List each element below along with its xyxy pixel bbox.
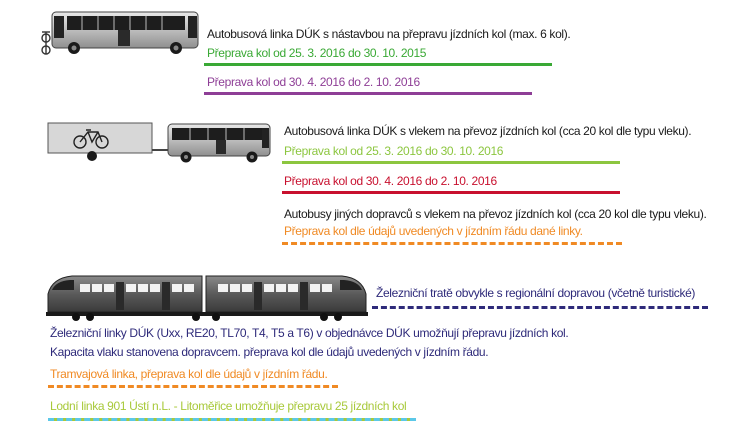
rail-text-line-1: Železniční linky DÚK (Uxx, RE20, TL70, T4, T5 a T6) v objednávce DÚK umožňují přepravu jízdních kol. (50, 326, 569, 340)
bus-trailer-line-2 (282, 191, 620, 194)
rail-line-label: Železniční tratě obvykle s regionální dopravou (včetně turistické) (376, 286, 696, 300)
other-carriers-note: Přeprava kol dle údajů uvedených v jízdním řádu dané linky. (284, 224, 583, 238)
boat-dashed-line (48, 418, 416, 421)
bus-with-bike-rack-icon (40, 10, 200, 56)
boat-text: Lodní linka 901 Ústí n.L. - Litoměřice umožňuje přepravu 25 jízdních kol (50, 399, 407, 413)
tram-text: Tramvajová linka, přeprava kol dle údajů v jízdním řádu. (50, 367, 328, 381)
bus-rack-period-1: Přeprava kol od 25. 3. 2016 do 30. 10. 2015 (207, 46, 427, 60)
bus-trailer-line-1 (282, 161, 620, 164)
bus-trailer-period-2: Přeprava kol od 30. 4. 2016 do 2. 10. 2016 (284, 174, 497, 188)
train-icon (46, 272, 368, 322)
rail-text-line-2: Kapacita vlaku stanovena dopravcem. přeprava kol dle údajů uvedených v jízdním řádu. (50, 345, 489, 359)
bus-with-bike-trailer-icon (46, 120, 272, 164)
bus-rack-title: Autobusová linka DÚK s nástavbou na přepravu jízdních kol (max. 6 kol). (207, 27, 571, 41)
tram-dashed-line (48, 385, 338, 388)
bus-trailer-period-1: Přeprava kol od 25. 3. 2016 do 30. 10. 2016 (284, 144, 504, 158)
bus-rack-line-2 (204, 92, 532, 95)
other-carriers-dashed-line (282, 242, 622, 245)
bus-trailer-title: Autobusová linka DÚK s vlekem na převoz jízdních kol (cca 20 kol dle typu vleku). (284, 124, 692, 138)
bus-rack-line-1 (204, 63, 552, 66)
other-carriers-title: Autobusy jiných dopravců s vlekem na převoz jízdních kol (cca 20 kol dle typu vleku). (284, 207, 707, 221)
rail-dashed-line (372, 306, 708, 309)
bus-rack-period-2: Přeprava kol od 30. 4. 2016 do 2. 10. 2016 (207, 75, 420, 89)
